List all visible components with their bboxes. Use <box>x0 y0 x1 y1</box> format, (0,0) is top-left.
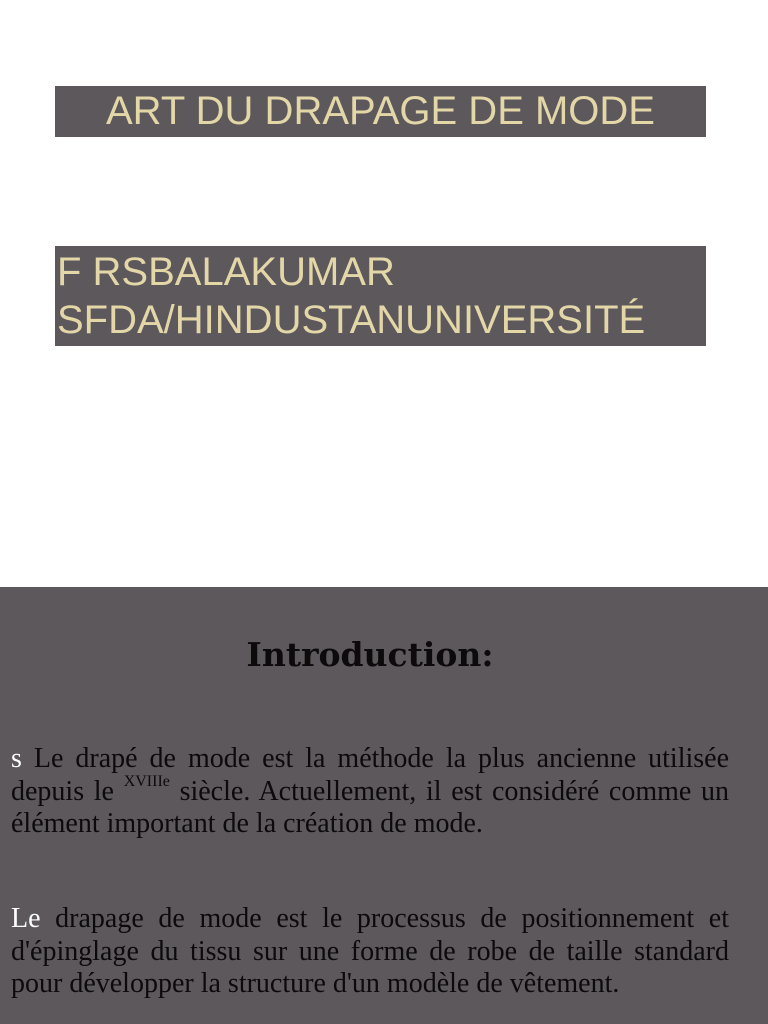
intro-paragraph-2 <box>11 903 729 1001</box>
author-affiliation: SFDA/HINDUSTANUNIVERSITÉ <box>57 298 646 342</box>
paragraph-lead: s <box>11 743 22 774</box>
presentation-title <box>55 86 706 137</box>
century-superscript: XVIIIe <box>123 772 170 790</box>
author-name: F RSBALAKUMAR <box>57 250 395 294</box>
paragraph-text: drapage de mode est le processus de positionnement et d'épinglage du tissu sur une forme de robe de taille standard pour développer la structure d'un modèle de vêtement. <box>11 903 729 999</box>
title-text: ART DU DRAPAGE DE MODE <box>106 89 655 133</box>
paragraph-text-b: siècle. Actuellement, il est considéré comme un élément important de la création de mode. <box>11 775 730 839</box>
author-block <box>55 246 706 346</box>
section-heading: Introduction: <box>246 635 494 674</box>
intro-paragraph-1 <box>11 743 729 841</box>
paragraph-text-a: Le drapé de mode est la méthode la plus ancienne utilisée depuis le <box>11 743 730 807</box>
introduction-slide <box>0 587 768 1024</box>
paragraph-lead: Le <box>11 903 41 934</box>
